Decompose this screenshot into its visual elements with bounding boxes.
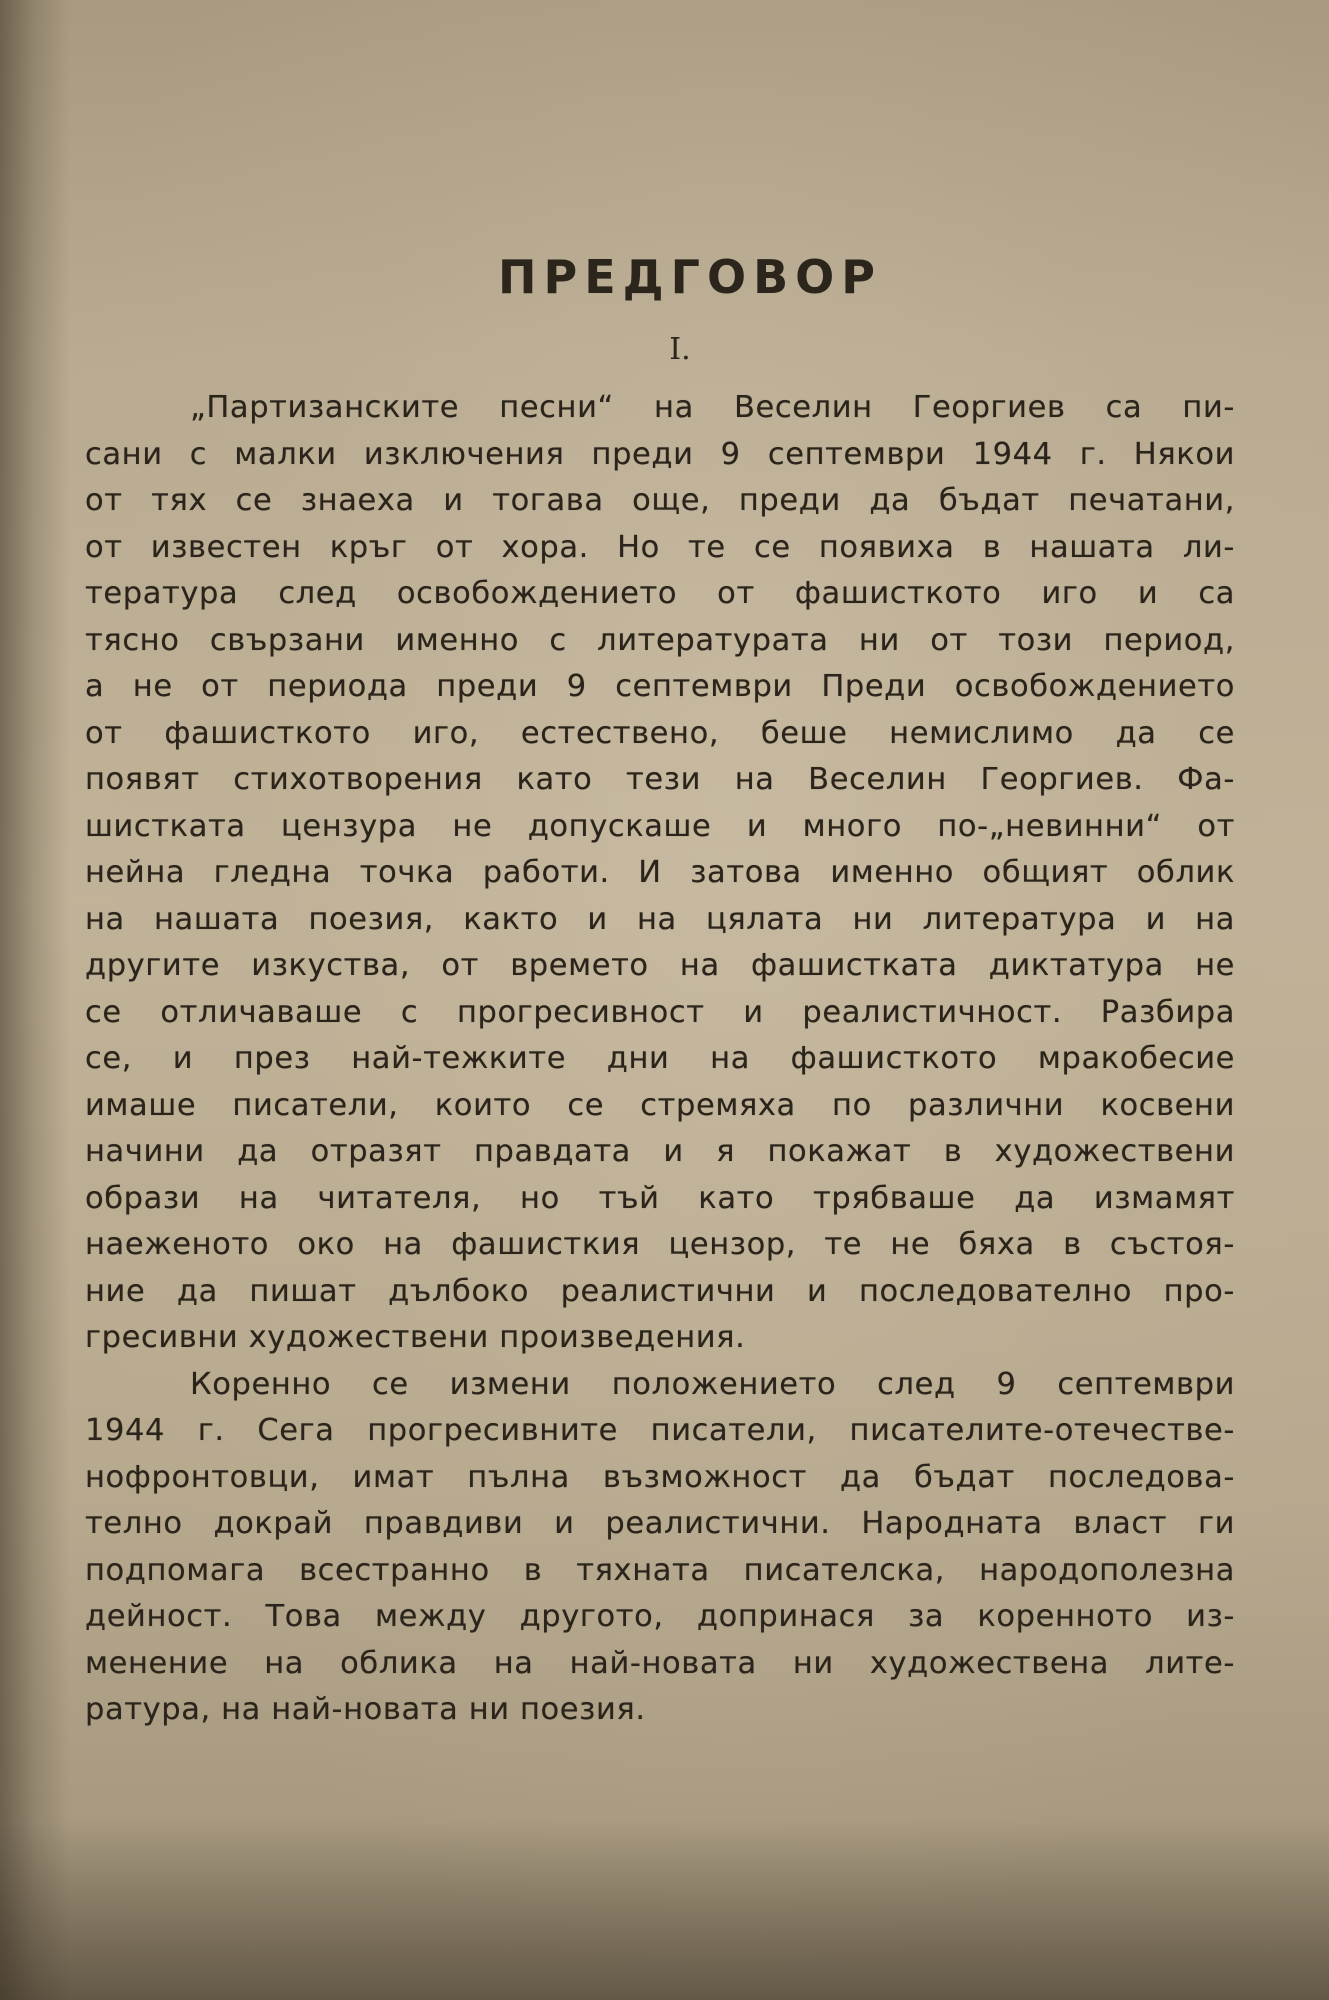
text-line: имаше писатели, които се стремяха по различни косвени	[85, 1087, 1235, 1123]
page-shadow-bottom	[0, 1820, 1329, 2000]
text-line: от фашисткото иго, естествено, беше немислимо да се	[85, 715, 1235, 751]
section-number: I.	[669, 332, 691, 367]
text-line: начини да отразят правдата и я покажат в художествени	[85, 1134, 1235, 1169]
text-line: другите изкуства, от времето на фашистката диктатура не	[85, 948, 1235, 983]
text-line: подпомага всестранно в тяхната писателска, народополезна	[85, 1552, 1235, 1588]
page-shadow-left	[0, 0, 70, 2000]
text-line: образи на читателя, но тъй като трябваше да измамят	[85, 1180, 1235, 1216]
text-line: тясно свързани именно с литературата ни от този период,	[85, 622, 1235, 658]
text-line: сани с малки изключения преди 9 септември 1944 г. Някои	[85, 436, 1235, 472]
text-line: дейност. Това между другото, допринася за коренното из-	[85, 1599, 1235, 1634]
text-line: се, и през най-тежките дни на фашисткото мракобесие	[85, 1041, 1235, 1076]
text-line: Коренно се измени положението след 9 септември	[190, 1366, 1235, 1402]
text-line: ние да пишат дълбоко реалистични и последователно про-	[85, 1273, 1235, 1309]
paragraph-2	[85, 1362, 1235, 1734]
text-line: нейна гледна точка работи. И затова именно общият облик	[85, 855, 1235, 890]
text-line: а не от периода преди 9 септември Преди освобождението	[85, 669, 1235, 704]
text-line: ратура, на най-новата ни поезия.	[85, 1692, 646, 1727]
text-line: нофронтовци, имат пълна възможност да бъдат последова-	[85, 1459, 1235, 1495]
text-line: менение на облика на най-новата ни художествена лите-	[85, 1645, 1235, 1681]
text-line: 1944 г. Сега прогресивните писатели, писателите-отечестве-	[85, 1413, 1235, 1448]
text-line: наеженото око на фашисткия цензор, те не бяха в състоя-	[85, 1227, 1235, 1262]
text-line: телно докрай правдиви и реалистични. Народната власт ги	[85, 1506, 1235, 1541]
text-line: от тях се знаеха и тогава още, преди да бъдат печатани,	[85, 483, 1235, 518]
text-line: се отличаваше с прогресивност и реалистичност. Разбира	[85, 994, 1235, 1030]
text-line: появят стихотворения като тези на Веселин Георгиев. Фа-	[85, 762, 1235, 797]
text-line: от известен кръг от хора. Но те се появиха в нашата ли-	[85, 529, 1235, 565]
page-title: ПРЕДГОВОР	[498, 250, 882, 304]
paragraph-1	[85, 385, 1235, 1362]
text-line: гресивни художествени произведения.	[85, 1320, 746, 1355]
text-line: на нашата поезия, както и на цялата ни литература и на	[85, 901, 1235, 937]
text-line: тература след освобождението от фашисткото иго и са	[85, 576, 1235, 611]
text-line: шистката цензура не допускаше и много по-„невинни“ от	[85, 808, 1235, 844]
text-line: „Партизанските песни“ на Веселин Георгиев са пи-	[190, 390, 1235, 425]
text-block	[85, 250, 1235, 1734]
